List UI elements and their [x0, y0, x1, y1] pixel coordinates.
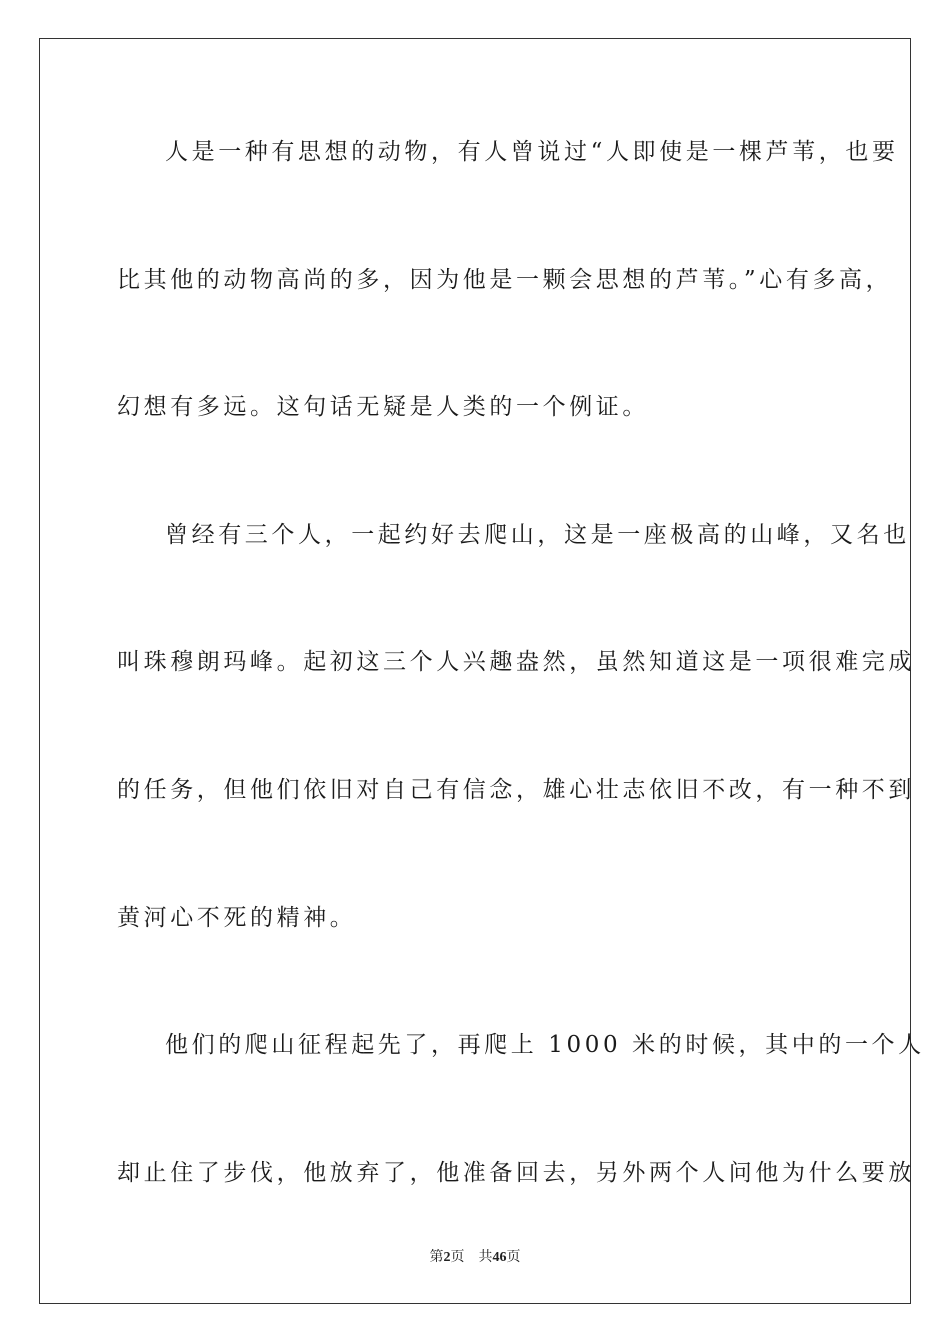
total-unit: 页	[506, 1250, 521, 1265]
document-body	[117, 130, 925, 1278]
paragraph-1-line-1: 人是一种有思想的动物，有人曾说过“人即使是一棵芦苇，也要	[165, 139, 899, 165]
paragraph-2-line-3: 的任务，但他们依旧对自己有信念，雄心壮志依旧不改，有一种不到	[117, 776, 915, 803]
paragraph-2-line-4: 黄河心不死的精神。	[117, 904, 357, 931]
page-unit: 页	[450, 1250, 465, 1265]
paragraph-1-line-2: 比其他的动物高尚的多，因为他是一颗会思想的芦苇。”心有多高，	[117, 266, 893, 293]
page-footer	[0, 1246, 950, 1266]
page-total: 46	[492, 1250, 507, 1265]
paragraph-2-line-1: 曾经有三个人，一起约好去爬山，这是一座极高的山峰，又名也	[165, 521, 910, 548]
paragraph-1-line-3: 幻想有多远。这句话无疑是人类的一个例证。	[117, 394, 649, 421]
total-prefix: 共	[478, 1250, 493, 1265]
paragraph-3-line-2: 却止住了步伐，他放弃了，他准备回去，另外两个人问他为什么要放	[117, 1159, 915, 1186]
paragraph-2-line-2: 叫珠穆朗玛峰。起初这三个人兴趣盎然，虽然知道这是一项很难完成	[117, 649, 915, 676]
paragraph-3-line-1: 他们的爬山征程起先了，再爬上 1000 米的时候，其中的一个人	[165, 1032, 925, 1059]
page-prefix: 第	[429, 1250, 444, 1265]
page-current: 2	[443, 1250, 451, 1265]
